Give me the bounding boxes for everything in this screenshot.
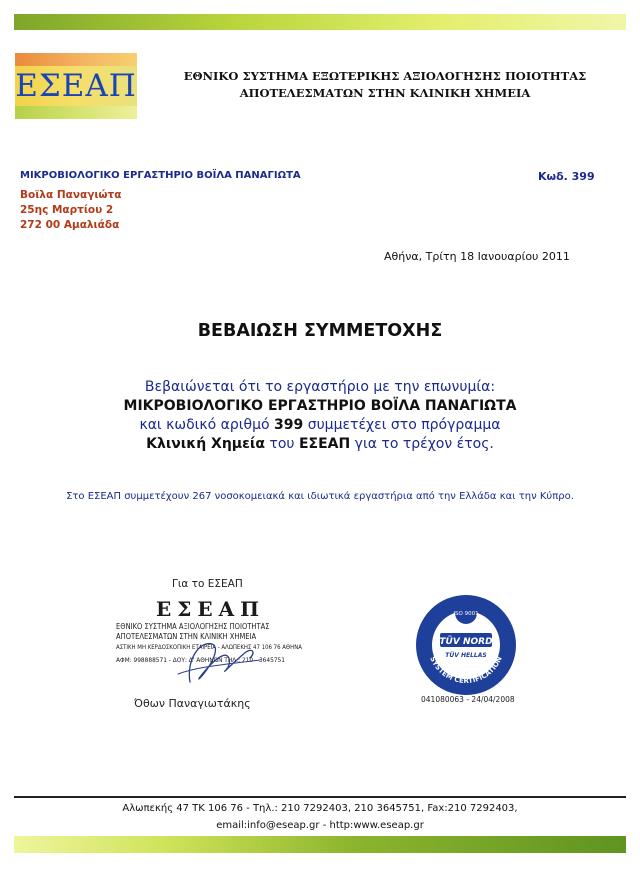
badge-ring-text-path: SYSTEM CERTIFICATION xyxy=(428,655,504,686)
badge-sub-brand-text: TÜV HELLAS xyxy=(445,652,487,659)
footer-line2: email:info@eseap.gr - http:www.eseap.gr xyxy=(216,820,424,831)
organization-title-line1: ΕΘΝΙΚΟ ΣΥΣΤΗΜΑ ΕΞΩΤΕΡΙΚΗΣ ΑΞΙΟΛΟΓΗΣΗΣ ΠΟΙΟΤΗΤΑΣ xyxy=(183,69,587,83)
body-line4-text-b: για το τρέχον έτος. xyxy=(350,436,494,452)
address-line1: Βοϊλα Παναγιώτα xyxy=(20,189,122,201)
body-line4-org: ΕΣΕΑΠ xyxy=(298,436,351,452)
signature-for-label: Για το ΕΣΕΑΠ xyxy=(172,578,243,590)
logo-stripe-bottom xyxy=(15,106,137,119)
stamp-line1: ΕΘΝΙΚΟ ΣΥΣΤΗΜΑ ΑΞΙΟΛΟΓΗΣΗΣ ΠΟΙΟΤΗΤΑΣ xyxy=(116,622,270,631)
top-color-band xyxy=(14,14,626,30)
organization-title-line2: ΑΠΟΤΕΛΕΣΜΑΤΩΝ ΣΤΗΝ ΚΛΙΝΙΚΗ ΧΗΜΕΙΑ xyxy=(239,86,531,100)
logo-stripe-top xyxy=(15,53,137,66)
participation-note: Στο ΕΣΕΑΠ συμμετέχουν 267 νοσοκομειακά και ιδιωτικά εργαστήρια από την Ελλάδα και την Κύπρο. xyxy=(66,491,574,502)
footer-divider xyxy=(14,796,626,798)
body-line4-program: Κλινική Χημεία xyxy=(146,436,265,452)
eseap-logo xyxy=(15,53,137,119)
letter-date: Αθήνα, Τρίτη 18 Ιανουαρίου 2011 xyxy=(384,250,570,263)
body-line3-code: 399 xyxy=(274,417,304,433)
body-line1: Βεβαιώνεται ότι το εργαστήριο με την επωνυμία: xyxy=(144,379,496,395)
stamp-line4: ΑΦΜ: 998888571 - ΔΟΥ: Δ' ΑΘΗΝΩΝ ΤΗΛ.: 210 - 3645751 xyxy=(116,656,285,664)
badge-brand-text: TÜV NORD xyxy=(439,637,493,647)
bottom-color-band xyxy=(14,836,626,853)
body-line3 xyxy=(0,416,640,435)
footer-contact xyxy=(0,800,640,834)
stamp-line3: ΑΣΤΙΚΗ ΜΗ ΚΕΡΔΟΣΚΟΠΙΚΗ ΕΤΑΙΡΕΙΑ - ΑΛΩΠΕΚΗΣ 47 106 76 ΑΘΗΝΑ xyxy=(116,644,302,651)
body-line2-lab-name: ΜΙΚΡΟΒΙΟΛΟΓΙΚΟ ΕΡΓΑΣΤΗΡΙΟ ΒΟΪΛΑ ΠΑΝΑΓΙΩΤΑ xyxy=(123,398,517,414)
organization-title xyxy=(150,68,620,102)
footer-line1: Αλωπεκής 47 ΤΚ 106 76 - Τηλ.: 210 7292403, 210 3645751, Fax:210 7292403, xyxy=(122,803,518,814)
certificate-title: ΒΕΒΑΙΩΣΗ ΣΥΜΜΕΤΟΧΗΣ xyxy=(197,321,443,341)
body-line4 xyxy=(0,435,640,454)
recipient-lab-name: ΜΙΚΡΟΒΙΟΛΟΓΙΚΟ ΕΡΓΑΣΤΗΡΙΟ ΒΟΪΛΑ ΠΑΝΑΓΙΩΤΑ xyxy=(20,170,301,181)
badge-iso-text: ISO 9001 xyxy=(453,611,479,617)
lab-code: Κωδ. 399 xyxy=(538,170,595,183)
stamp-title: ΕΣΕΑΠ xyxy=(156,597,266,621)
body-line3-text-a: και κωδικό αριθμό xyxy=(139,417,275,433)
logo-text: ΕΣΕΑΠ xyxy=(15,68,137,104)
iso-certificate-number: 041080063 - 24/04/2008 xyxy=(421,695,515,704)
stamp-line2: ΑΠΟΤΕΛΕΣΜΑΤΩΝ ΣΤΗΝ ΚΛΙΝΙΚΗ ΧΗΜΕΙΑ xyxy=(116,632,257,641)
handwritten-signature xyxy=(160,630,270,690)
certificate-body xyxy=(0,378,640,454)
body-line4-text-a: του xyxy=(264,436,299,452)
body-line3-text-b: συμμετέχει στο πρόγραμμα xyxy=(303,417,501,433)
address-line3: 272 00 Αμαλιάδα xyxy=(20,219,120,231)
iso-certification-badge xyxy=(414,593,518,697)
address-line2: 25ης Μαρτίου 2 xyxy=(20,204,114,216)
recipient-address xyxy=(20,188,121,233)
signer-name: Όθων Παναγιωτάκης xyxy=(134,697,251,710)
